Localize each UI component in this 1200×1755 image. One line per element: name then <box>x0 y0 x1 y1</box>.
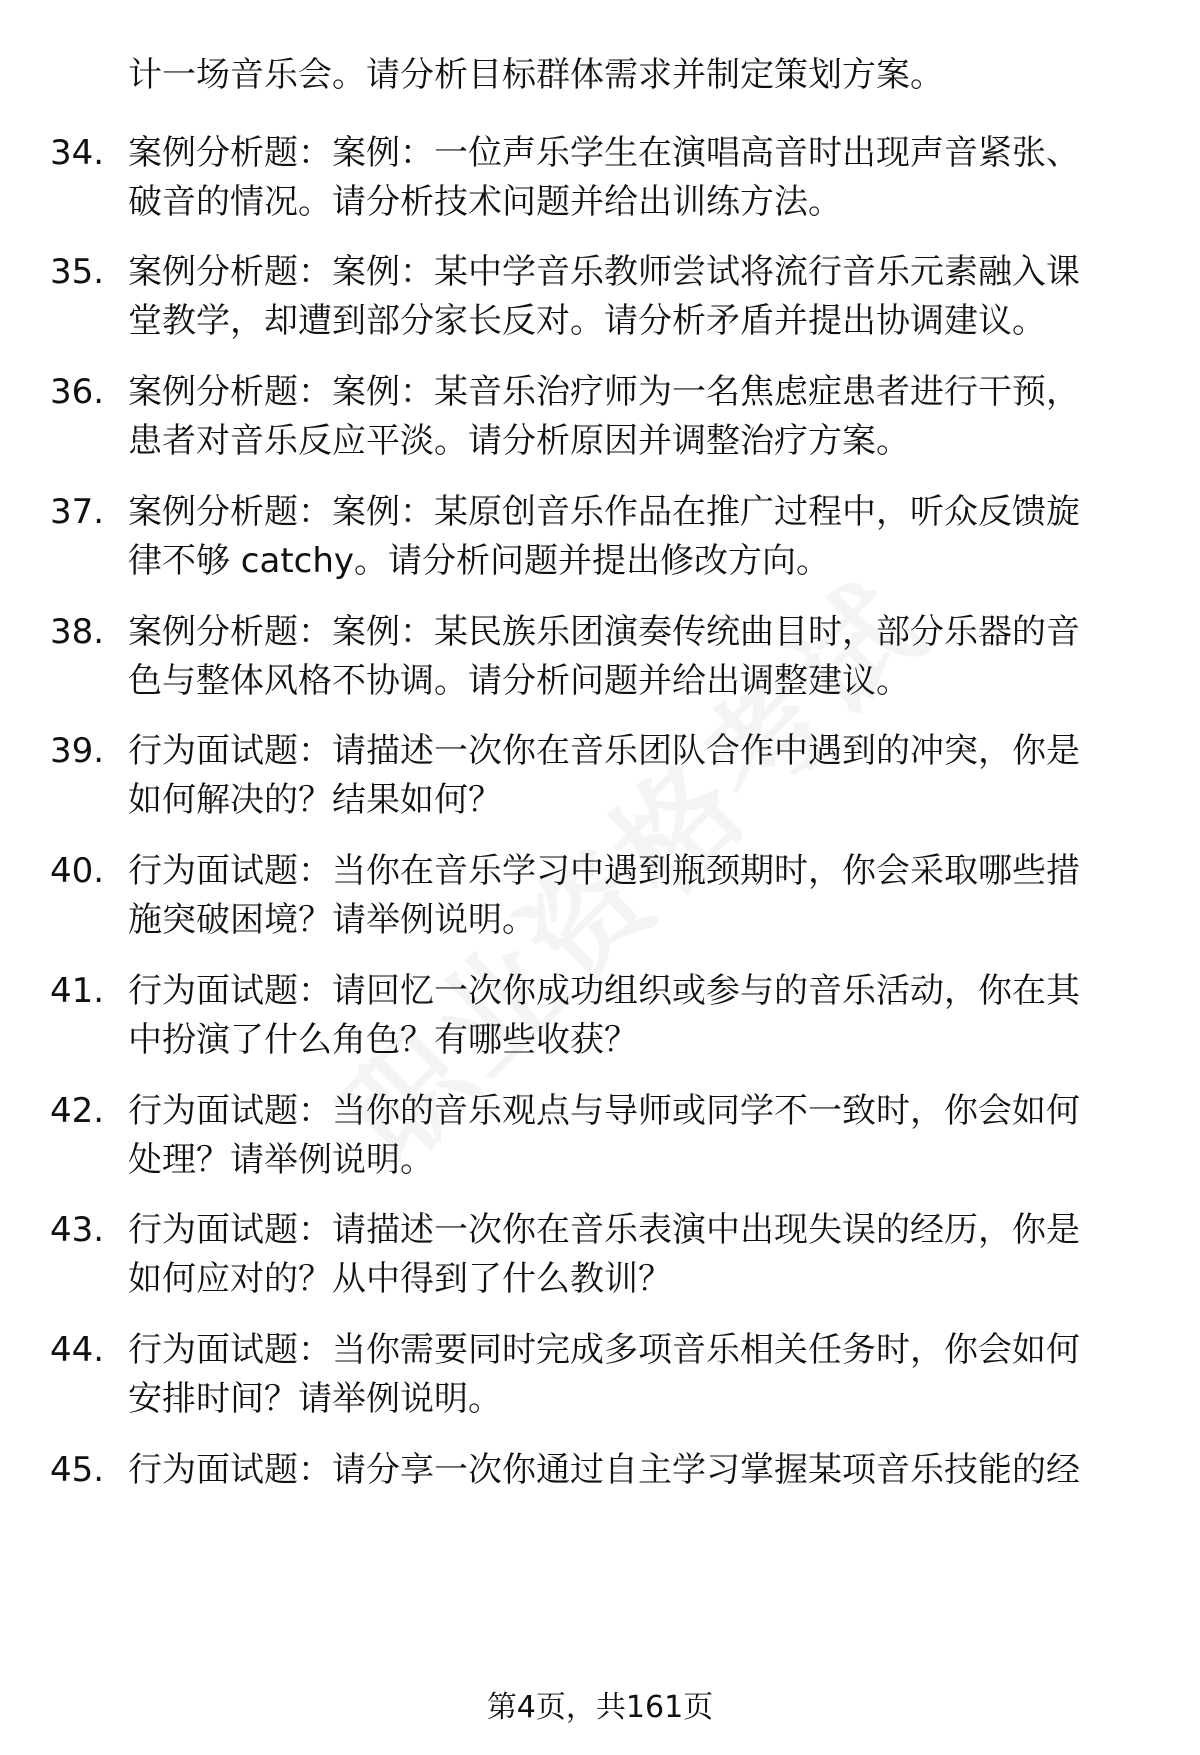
question-text <box>128 967 1138 1065</box>
question-number: 34. <box>50 133 105 173</box>
question-line: 如何应对的？从中得到了什么教训？ <box>128 1259 672 1299</box>
question-number: 40. <box>50 851 105 891</box>
question-line: 行为面试题：当你的音乐观点与导师或同学不一致时，你会如何 <box>128 1091 1080 1131</box>
question-line: 如何解决的？结果如何？ <box>128 780 502 820</box>
question-line: 破音的情况。请分析技术问题并给出训练方法。 <box>128 182 842 222</box>
question-number: 41. <box>50 971 105 1011</box>
question-line: 律不够 catchy。请分析问题并提出修改方向。 <box>128 541 831 581</box>
question-number: 35. <box>50 252 105 292</box>
question-line: 行为面试题：请描述一次你在音乐表演中出现失误的经历，你是 <box>128 1210 1080 1250</box>
question-line: 行为面试题：请分享一次你通过自主学习掌握某项音乐技能的经 <box>128 1450 1080 1490</box>
question-line: 行为面试题：请回忆一次你成功组织或参与的音乐活动，你在其 <box>128 971 1080 1011</box>
question-line: 案例分析题：案例：某民族乐团演奏传统曲目时，部分乐器的音 <box>128 612 1080 652</box>
question-text <box>128 727 1138 825</box>
question-text <box>128 488 1138 586</box>
question-text <box>128 1326 1138 1424</box>
question-number: 36. <box>50 372 105 412</box>
question-line: 行为面试题：请描述一次你在音乐团队合作中遇到的冲突，你是 <box>128 731 1080 771</box>
page-footer: 第4页，共161页 <box>486 1690 714 1725</box>
question-line: 色与整体风格不协调。请分析问题并给出调整建议。 <box>128 661 910 701</box>
question-number: 39. <box>50 731 105 771</box>
question-line: 行为面试题：当你需要同时完成多项音乐相关任务时，你会如何 <box>128 1330 1080 1370</box>
question-line: 案例分析题：案例：一位声乐学生在演唱高音时出现声音紧张、 <box>128 133 1080 173</box>
question-line: 中扮演了什么角色？有哪些收获？ <box>128 1020 638 1060</box>
question-text <box>128 1087 1138 1185</box>
question-line: 堂教学，却遭到部分家长反对。请分析矛盾并提出协调建议。 <box>128 301 1046 341</box>
question-line: 安排时间？请举例说明。 <box>128 1379 502 1419</box>
question-text <box>128 248 1138 346</box>
question-line: 处理？请举例说明。 <box>128 1140 434 1180</box>
question-text <box>128 129 1138 227</box>
question-line: 施突破困境？请举例说明。 <box>128 900 536 940</box>
question-line: 案例分析题：案例：某中学音乐教师尝试将流行音乐元素融入课 <box>128 252 1080 292</box>
question-line: 计一场音乐会。请分析目标群体需求并制定策划方案。 <box>128 55 944 95</box>
question-number: 44. <box>50 1330 105 1370</box>
question-text <box>128 51 1138 100</box>
question-number: 37. <box>50 492 105 532</box>
question-text <box>128 368 1138 466</box>
question-text <box>128 1446 1138 1495</box>
question-number: 38. <box>50 612 105 652</box>
question-number: 45. <box>50 1450 105 1490</box>
question-text <box>128 1206 1138 1304</box>
question-line: 案例分析题：案例：某音乐治疗师为一名焦虑症患者进行干预， <box>128 372 1080 412</box>
question-text <box>128 847 1138 945</box>
question-line: 行为面试题：当你在音乐学习中遇到瓶颈期时，你会采取哪些措 <box>128 851 1080 891</box>
question-number: 43. <box>50 1210 105 1250</box>
question-number: 42. <box>50 1091 105 1131</box>
question-line: 患者对音乐反应平淡。请分析原因并调整治疗方案。 <box>128 421 910 461</box>
question-text <box>128 608 1138 706</box>
question-line: 案例分析题：案例：某原创音乐作品在推广过程中，听众反馈旋 <box>128 492 1080 532</box>
